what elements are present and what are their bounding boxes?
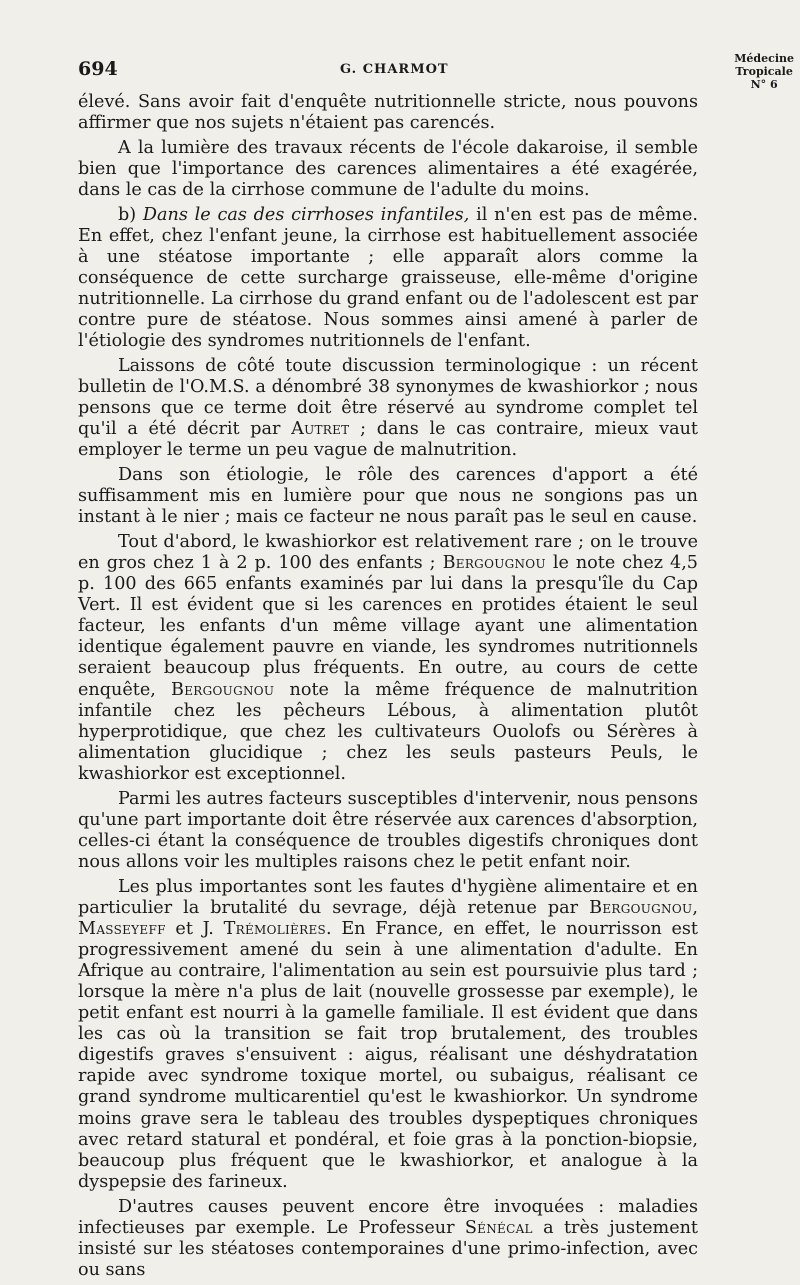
text-run: Tout d'abord, le kwashiorkor est relativement rare ; on le trouve en gros chez 1 à 2 p. 100 des enfants ; <box>78 531 698 573</box>
text-run: Les plus importantes sont les fautes d'hygiène alimentaire et en particulier la brutalité du sevrage, déjà retenue par <box>78 876 698 918</box>
author-name: Masseyeff <box>78 918 166 939</box>
page-number: 694 <box>78 58 118 80</box>
paragraph <box>78 877 698 1193</box>
text-run: a très justement insisté sur les stéatoses contemporaines d'une primo-infection, avec ou sans <box>78 1217 699 1280</box>
paragraph <box>78 356 698 461</box>
author-name: Bergougnou <box>589 897 693 918</box>
journal-line: Médecine <box>734 52 794 65</box>
journal-issue: N° 6 <box>750 78 778 91</box>
paragraph <box>78 1197 698 1281</box>
running-head: G. CHARMOT <box>340 62 449 77</box>
text-run: . En France, en effet, le nourrisson est progressivement amené du sein à une alimentation d'adulte. En Afrique au contraire, l'alimentation au sein est poursuivie plus tard ; lorsque la mère n'a plus de lait (nouvelle grossesse par exemple), le petit enfant est nourri à la gamelle familiale. Il est évident que dans les cas où la transition se fait trop brutalement, des troubles digestifs graves s'ensuivent : aigus, réalisant une déshydratation rapide avec syndrome toxique mortel, ou subaigus, réalisant ce grand syndrome multicarentiel qu'est le kwashiorkor. Un syndrome moins grave sera le tableau des troubles dyspeptiques chroniques avec retard statural et pondéral, et foie gras à la ponction-biopsie, beaucoup plus fréquent que le kwashiorkor, et analogue à la dyspepsie des farineux. <box>78 918 698 1192</box>
italic-text: Dans le cas des cirrhoses infantiles, <box>142 204 470 225</box>
body-text <box>78 92 698 1285</box>
author-name: Bergougnou <box>442 552 546 573</box>
author-name: Trémolières <box>223 918 327 939</box>
text-run: Parmi les autres facteurs susceptibles d'intervenir, nous pensons qu'une part importante doit être réservée aux carences d'absorption, celles-ci étant la conséquence de troubles digestifs chroniques dont nous allons voir les multiples raisons chez le petit enfant noir. <box>78 788 698 872</box>
text-run: et J. <box>165 918 224 939</box>
text-run: il n'en est pas de même. En effet, chez l'enfant jeune, la cirrhose est habituellement associée à une stéatose importante ; elle apparaît alors comme la conséquence de cette surcharge graisseuse, elle-même d'origine nutritionnelle. La cirrhose du grand enfant ou de l'adolescent est par contre pure de stéatose. Nous sommes ainsi amené à parler de l'étiologie des syndromes nutritionnels de l'enfant. <box>78 204 698 352</box>
text-run: Laissons de côté toute discussion terminologique : un récent bulletin de l'O.M.S. a dénombré 38 synonymes de kwashiorkor ; nous pensons que ce terme doit être réservé au syndrome complet tel qu'il a été décrit par <box>78 355 698 440</box>
author-name: Bergougnou <box>171 679 275 700</box>
paragraph <box>78 789 698 873</box>
text-run: , <box>692 897 698 918</box>
author-name: Sénécal <box>464 1217 533 1238</box>
journal-name <box>734 52 794 91</box>
text-run: b) <box>118 204 143 225</box>
text-run: ; dans le cas contraire, mieux vaut employer le terme un peu vague de malnutrition. <box>78 419 698 461</box>
text-run: le note chez 4,5 p. 100 des 665 enfants examinés par lui dans la presqu'île du Cap Vert. Il est évident que si les carences en protides étaient le seul facteur, les enfants d'un même village ayant une alimentation identique également pauvre en viande, les syndromes nutritionnels seraient beaucoup plus fréquents. En outre, au cours de cette enquête, <box>78 552 698 700</box>
author-name: Autret <box>291 419 350 440</box>
text-run: Dans son étiologie, le rôle des carences d'apport a été suffisamment mis en lumière pour que nous ne songions pas un instant à le nier ; mais ce facteur ne nous paraît pas le seul en cause. <box>78 464 698 528</box>
paragraph <box>78 92 698 134</box>
paragraph <box>78 205 698 353</box>
text-run: D'autres causes peuvent encore être invoquées : maladies infectieuses par exemple. Le Professeur <box>78 1196 698 1238</box>
paragraph <box>78 465 698 528</box>
paragraph <box>78 138 698 201</box>
text-run: note la même fréquence de malnutrition infantile chez les pêcheurs Lébous, à alimentation plutôt hyperprotidique, que chez les cultivateurs Ouolofs ou Sérères à alimentation glucidique ; chez les seuls pasteurs Peuls, le kwashiorkor est exceptionnel. <box>78 679 698 784</box>
text-run: A la lumière des travaux récents de l'école dakaroise, il semble bien que l'importance des carences alimentaires a été exagérée, dans le cas de la cirrhose commune de l'adulte du moins. <box>78 137 698 200</box>
journal-line: Tropicale <box>735 65 793 78</box>
paragraph <box>78 532 698 785</box>
text-run: élevé. Sans avoir fait d'enquête nutritionnelle stricte, nous pouvons affirmer que nos sujets n'étaient pas carencés. <box>78 92 698 134</box>
